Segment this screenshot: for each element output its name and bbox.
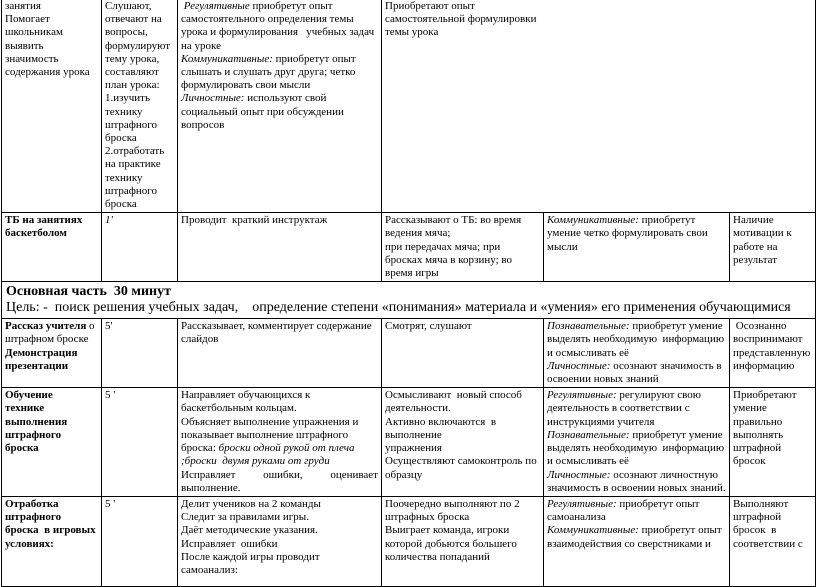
time-cell: 5 ' <box>102 388 178 497</box>
result-cell: Приобретают опыт самостоятельной формулировки темы урока <box>382 0 816 213</box>
section-header-row <box>2 282 816 319</box>
time-cell: 5' <box>102 319 178 388</box>
table-row <box>2 388 816 497</box>
result-cell: Наличие мотивации к работе на результат <box>730 213 816 282</box>
time-cell: 5 ' <box>102 496 178 586</box>
table-row <box>2 213 816 282</box>
stage-goal-cell: занятия Помогает школьникам выявить значимость содержания урока <box>2 0 102 213</box>
teacher-activity-cell: Направляет обучающихся к баскетбольным кольцам. Объясняет выполнение упражнения и показывает выполнение штрафного броска: броски одной рукой от плеча ;броски двумя руками от груди Исправляет ошибки, оценивает выполнение. <box>178 388 382 497</box>
result-cell: Осознанно воспринимают представленную информацию <box>730 319 816 388</box>
teacher-activity-cell: Проводит краткий инструктаж <box>178 213 382 282</box>
lesson-table-top <box>1 0 816 587</box>
teacher-activity-cell: Делит учеников на 2 команды Следит за правилами игры. Даёт методические указания. Исправляет ошибки После каждой игры проводит самоанализ: <box>178 496 382 586</box>
student-activity-cell: Слушают, отвечают на вопросы, формулируют тему урока, составляют план урока: 1.изучить технику штрафного броска 2.отработать на практике технику штрафного броска <box>102 0 178 213</box>
stage-cell: Обучение технике выполнения штрафного броска <box>2 388 102 497</box>
result-cell: Приобретают умение правильно выполнять штрафной бросок <box>730 388 816 497</box>
uud-cell: Коммуникативные: приобретут умение четко формулировать свои мысли <box>544 213 730 282</box>
result-cell: Выполняют штрафной бросок в соответствии с <box>730 496 816 586</box>
section-goal: Цель: - поиск решения учебных задач, определение степени «понимания» материала и «умения» его применения обучающимися <box>6 300 791 316</box>
time-cell: 1' <box>102 213 178 282</box>
table-row <box>2 496 816 586</box>
teacher-activity-cell: Рассказывает, комментирует содержание слайдов <box>178 319 382 388</box>
section-header-cell <box>2 282 816 319</box>
student-activity-cell: Рассказывают о ТБ: во время ведения мяча; при передачах мяча; при бросках мяча в корзину; во время игры <box>382 213 544 282</box>
student-activity-cell: Осмысливают новый способ деятельности. Активно включаются в выполнение упражнения Осуществляют самоконтроль по образцу <box>382 388 544 497</box>
stage-cell: Отработка штрафного броска в игровых условиях: <box>2 496 102 586</box>
uud-cell: Познавательные: приобретут умение выделять необходимую информацию и осмысливать её Личностные: осознают значимость в освоении новых знаний <box>544 319 730 388</box>
uud-cell: Регулятивные приобретут опыт самостоятельного определения темы урока и формулирования учебных задач на уроке Коммуникативные: приобретут опыт слышать и слушать друг друга; четко формулировать свои мысли Личностные: используют свой социальный опыт при обсуждении вопросов <box>178 0 382 213</box>
uud-cell: Регулятивные: приобретут опыт самоанализа Коммуникативные: приобретут опыт взаимодействия со сверстниками и <box>544 496 730 586</box>
uud-cell: Регулятивные: регулируют свою деятельность в соответствии с инструкциями учителя Познавательные: приобретут умение выделять необходимую информацию и осмысливать её Личностные: осознают личностную значимость в освоении новых знаний. <box>544 388 730 497</box>
stage-cell: Рассказ учителя о штрафном броске Демонстрация презентации <box>2 319 102 388</box>
stage-cell: ТБ на занятиях баскетболом <box>2 213 102 282</box>
student-activity-cell: Смотрят, слушают <box>382 319 544 388</box>
table-row <box>2 319 816 388</box>
table-row <box>2 0 816 213</box>
section-title: Основная часть 30 минут <box>6 284 171 300</box>
student-activity-cell: Поочередно выполняют по 2 штрафных броска Выиграет команда, игроки которой добьются большего количества попаданий <box>382 496 544 586</box>
